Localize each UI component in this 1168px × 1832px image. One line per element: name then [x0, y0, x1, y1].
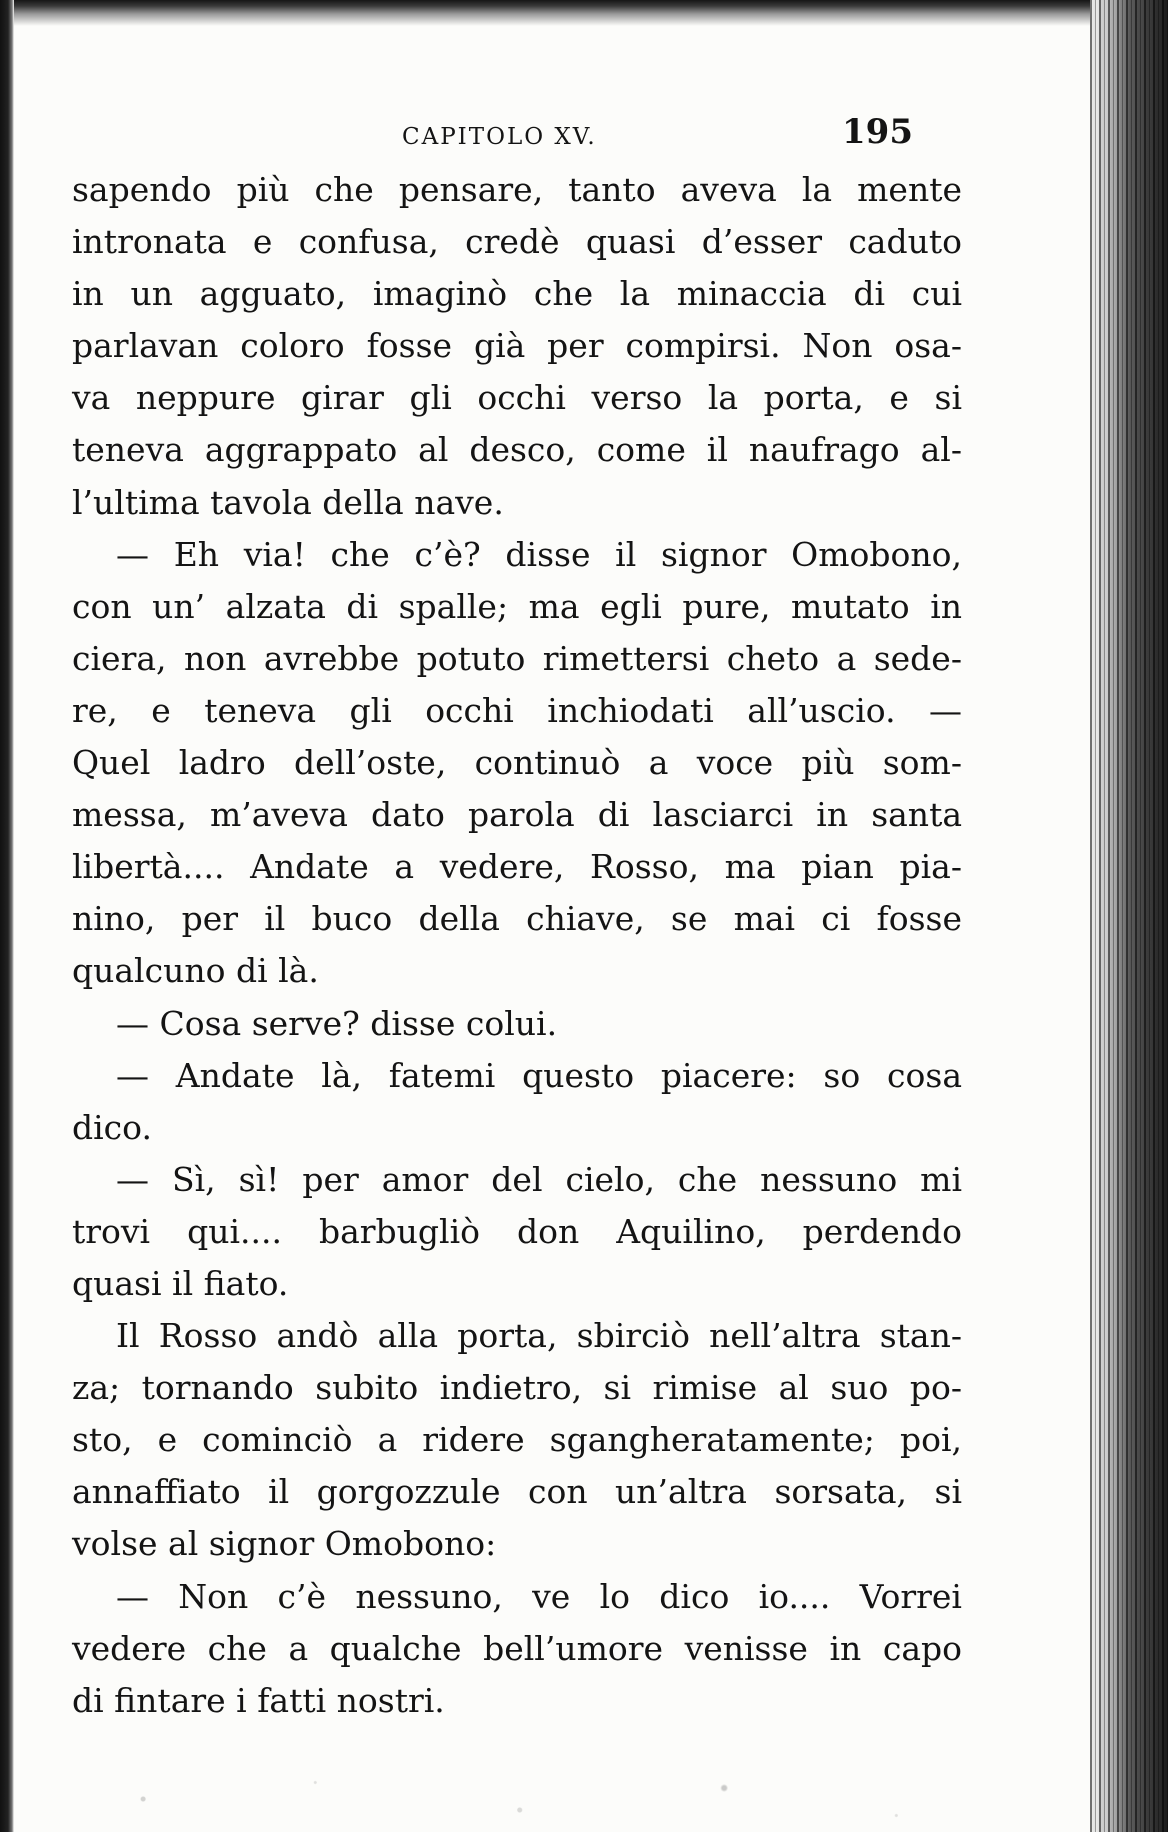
text-line: sto, e cominciò a ridere sgangheratamente; poi,: [72, 1420, 962, 1460]
text-line: quasi il fiato.: [72, 1263, 289, 1303]
text-line: libertà.... Andate a vedere, Rosso, ma pian pia-: [72, 847, 962, 887]
text-line: re, e teneva gli occhi inchiodati all’uscio. —: [72, 690, 962, 730]
paragraph: [72, 529, 962, 998]
text-line: trovi qui.... barbugliò don Aquilino, perdendo: [72, 1211, 962, 1251]
text-line: annaffiato il gorgozzule con un’altra sorsata, si: [72, 1472, 962, 1512]
text-line: volse al signor Omobono:: [72, 1524, 497, 1564]
book-page: [72, 112, 962, 1727]
text-line: con un’ alzata di spalle; ma egli pure, mutato in: [72, 586, 962, 626]
paragraph: [72, 1571, 962, 1727]
page-number: 195: [842, 112, 913, 152]
text-line: nino, per il buco della chiave, se mai ci fosse: [72, 899, 962, 939]
text-line: l’ultima tavola della nave.: [72, 482, 504, 522]
text-line: Quel ladro dell’oste, continuò a voce più som-: [72, 743, 962, 783]
text-line: va neppure girar gli occhi verso la porta, e si: [72, 378, 962, 418]
text-line: dico.: [72, 1107, 152, 1147]
text-line: qualcuno di là.: [72, 951, 319, 991]
paragraph: [72, 1310, 962, 1570]
text-line: — Sì, sì! per amor del cielo, che nessuno mi: [116, 1159, 962, 1199]
text-line: in un agguato, imaginò che la minaccia di cui: [72, 274, 962, 314]
text-line: messa, m’aveva dato parola di lasciarci in santa: [72, 795, 962, 835]
text-line: parlavan coloro fosse già per compirsi. Non osa-: [72, 326, 962, 366]
page-top-shadow: [0, 0, 1168, 26]
text-line: ciera, non avrebbe potuto rimettersi cheto a sede-: [72, 638, 962, 678]
text-line: — Andate là, fatemi questo piacere: so cosa: [116, 1055, 962, 1095]
text-line: za; tornando subito indietro, si rimise al suo po-: [72, 1368, 962, 1408]
text-line: — Cosa serve? disse colui.: [116, 1003, 558, 1043]
text-line: intronata e confusa, credè quasi d’esser caduto: [72, 222, 962, 262]
page-text: [72, 164, 962, 1727]
text-line: Il Rosso andò alla porta, sbirciò nell’altra stan-: [116, 1316, 962, 1356]
text-line: sapendo più che pensare, tanto aveva la mente: [72, 170, 962, 209]
paragraph: [72, 164, 962, 529]
text-line: — Non c’è nessuno, ve lo dico io.... Vorrei: [116, 1576, 962, 1616]
scan-noise: [14, 1722, 1090, 1832]
text-line: di fintare i fatti nostri.: [72, 1680, 445, 1720]
text-line: teneva aggrappato al desco, come il naufrago al-: [72, 430, 962, 470]
text-line: — Eh via! che c’è? disse il signor Omobono,: [116, 534, 962, 574]
chapter-heading: CAPITOLO XV.: [402, 124, 597, 150]
right-page-edge: [1090, 0, 1168, 1832]
text-line: vedere che a qualche bell’umore venisse in capo: [72, 1628, 962, 1668]
paragraph: [72, 998, 962, 1050]
paragraph: [72, 1154, 962, 1310]
paragraph: [72, 1050, 962, 1154]
running-head: [72, 112, 962, 166]
left-binding-edge: [0, 0, 14, 1832]
